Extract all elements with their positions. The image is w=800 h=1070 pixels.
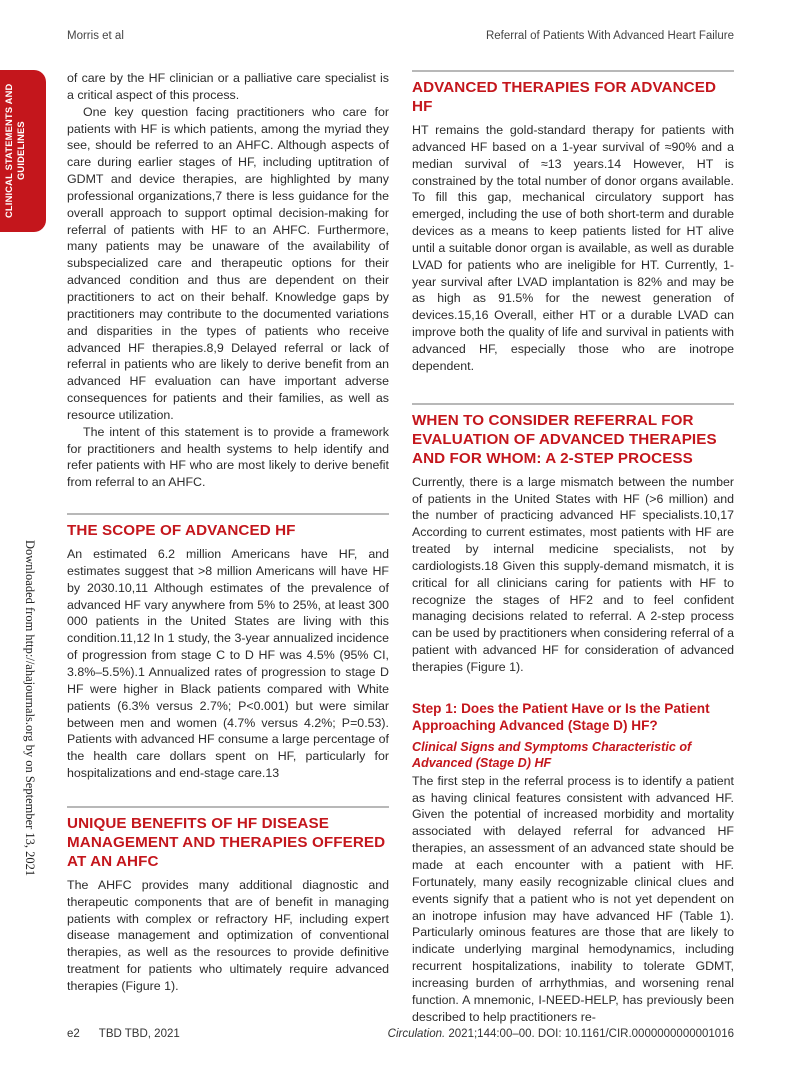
paragraph: An estimated 6.2 million Americans have HF, and estimates suggest that >8 million Americans will have HF by 2030.10,11 Although estimates of the prevalence of advanced HF vary anywhere from 5% to 25%, at least 300 000 patients in the United States are living with this condition.11,12 In 1 study, the 3-year annualized incidence of progression from stage C to D HF was 4.5% (95% CI, 3.8%–5.5%).1 Annualized rates of progression to stage D HF were higher in Black patients compared with White patients (6.3% versus 2.7%; P<0.001) but were similar between men and women (4.7% versus 4.2%; P=0.53). Patients with advanced HF consume a large percentage of the health care dollars spent on HF, particularly for hospitalizations and end-stage care.13 [67,547,389,781]
running-header-authors: Morris et al [67,30,124,42]
footer-citation [388,1028,734,1040]
paragraph: The intent of this statement is to provide a framework for practitioners and health systems to help identify and refer patients with HF who are most likely to derive benefit from referral to an AHFC. [67,424,389,490]
paragraph: One key question facing practitioners who care for patients with HF is which patients, among the myriad they see, should be referred to an AHFC. Although aspects of care during earlier stages of HF, including uptitration of GDMT and device therapies, are highlighted by many professional organizations,7 there is less guidance for the overall approach to support optimal decision-making for referral of patients with HF to an AHFC. Furthermore, many patients may be unaware of the availability of subspecialized care and therapeutic options for their advanced condition and thus are dependent on their practitioners to act on their behalf. Knowledge gaps by practitioners may contribute to the documented variations and disparities in the types of patients who receive advanced HF therapies.8,9 Delayed referral or lack of referral in patients who are likely to derive benefit from an advanced HF evaluation can have important adverse consequences for patients and their families, as well as resource utilization. [67,104,389,422]
section-heading-advanced-therapies: ADVANCED THERAPIES FOR ADVANCED HF [412,70,734,116]
paragraph: HT remains the gold-standard therapy for patients with advanced HF based on a 1-year survival of ≈90% and a median survival of ≈13 years.14 However, HT is constrained by the total number of donor organs available. To fill this gap, mechanical circulatory support has emerged, including the use of both short-term and durable devices as a means to keep patients listed for HT alive until a suitable donor organ is available, as well as durable LVAD for patients who are ineligible for HT. Currently, 1-year survival after LVAD implantation is 82% and may be as high as 91.5% for the newest generation of devices.15,16 Overall, either HT or a durable LVAD can improve both the quality of life and survival in patients with advanced HF, especially those who are inotrope dependent. [412,123,734,373]
journal-name: Circulation. [387,1028,446,1040]
paragraph: of care by the HF clinician or a palliative care specialist is a critical aspect of this process. [67,71,389,102]
footer-left [67,1028,180,1040]
subheading-step-1: Step 1: Does the Patient Have or Is the Patient Approaching Advanced (Stage D) HF? [412,700,710,734]
section-heading-unique-benefits: UNIQUE BENEFITS OF HF DISEASE MANAGEMENT AND THERAPIES OFFERED AT AN AHFC [67,806,389,871]
section-heading-when-to-refer: WHEN TO CONSIDER REFERRAL FOR EVALUATION OF ADVANCED THERAPIES AND FOR WHOM: A 2-STEP PROCESS [412,403,734,468]
running-header-title: Referral of Patients With Advanced Heart Failure [485,30,734,42]
citation-text: 2021;144:00–00. DOI: 10.1161/CIR.0000000000001016 [448,1028,734,1040]
issue-date: TBD TBD, 2021 [98,1028,180,1040]
left-column [67,70,389,995]
subsubheading-clinical-signs: Clinical Signs and Symptoms Characteristic of Advanced (Stage D) HF [412,739,692,770]
section-side-tab [0,70,46,232]
section-heading-scope: THE SCOPE OF ADVANCED HF [67,513,389,540]
right-column [412,70,734,1025]
download-note: Downloaded from http://ahajournals.org by on September 13, 2021 [23,540,37,877]
page-number: e2 [67,1028,80,1040]
paragraph: The AHFC provides many additional diagnostic and therapeutic components that are of benefit in managing patients with complex or refractory HF, including expert disease management and optimization of conventional therapies, as well as the resources to provide definitive treatment for patients who ultimately require advanced therapies (Figure 1). [67,877,389,993]
paragraph: Currently, there is a large mismatch between the number of patients in the United States with HF (>6 million) and the number of practicing advanced HF specialists.10,17 According to current estimates, most patients with HF are treated by internal medicine specialists, not by cardiologists.18 Given this supply-demand mismatch, it is critical for all clinicians caring for patients with HF to recognize the stages of HF2 and to feel confident managing decisions related to referral. A 2-step process can be used by practitioners when considering referral of a patient with advanced HF for consideration of advanced therapies (Figure 1). [412,474,734,674]
side-tab-label: CLINICAL STATEMENTS AND GUIDELINES [4,83,26,219]
paragraph: The first step in the referral process is to identify a patient as having clinical features consistent with advanced HF. Given the potential of increased morbidity and mortality associated with delayed referral for advanced HF therapies, an assessment of an advanced state should be made at each encounter with a patient with HF. Fortunately, many easily recognizable clinical clues and events signify that a patient who is not yet dependent on an inotrope infusion may have advanced HF (Table 1). Particularly ominous features are those that are likely to indicate underlying marginal hemodynamics, including recurrent hospitalizations, inability to tolerate GDMT, increasing burden of arrhythmias, and worsening renal function. A mnemonic, I-NEED-HELP, has previously been described to help practitioners re- [412,773,734,1024]
